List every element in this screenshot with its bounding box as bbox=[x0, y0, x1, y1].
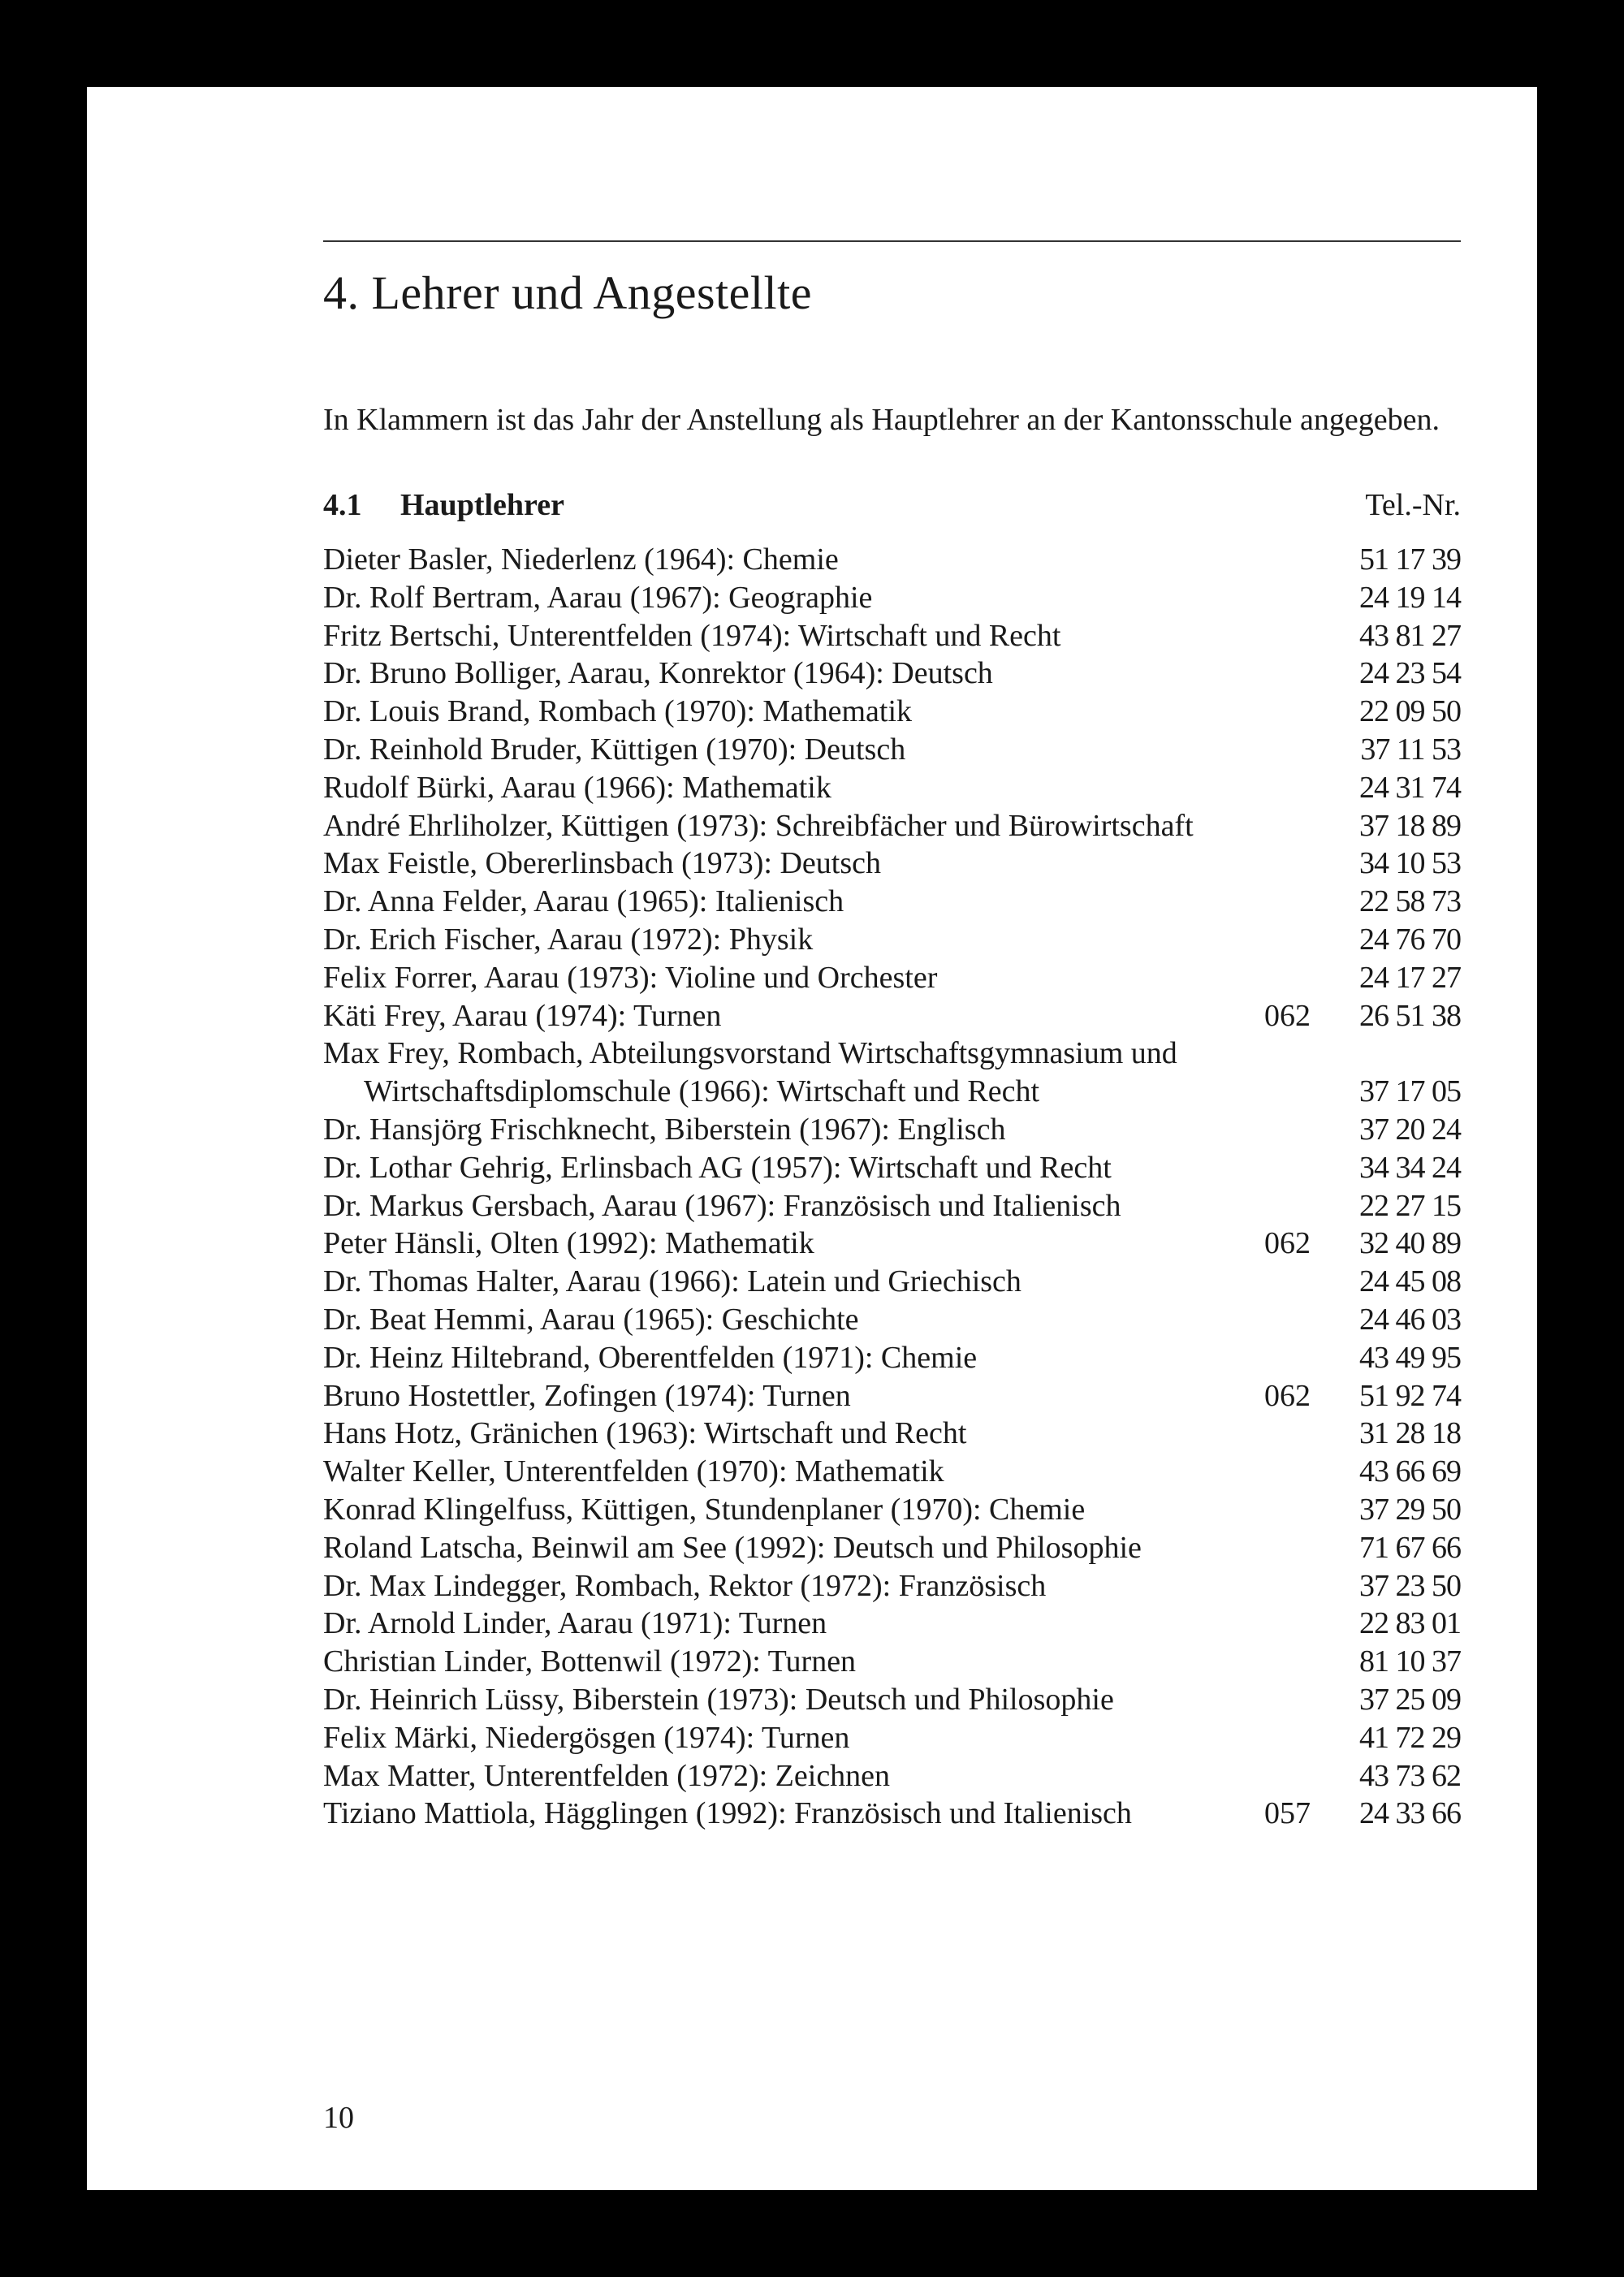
teacher-entry-text: Christian Linder, Bottenwil (1972): Turnen bbox=[323, 1644, 857, 1679]
teacher-entry-text: Fritz Bertschi, Unterentfelden (1974): Wirtschaft und Recht bbox=[323, 618, 1061, 653]
teacher-entry-phone: 24 31 74 bbox=[1359, 770, 1461, 805]
teacher-entry-phone: 24 17 27 bbox=[1359, 960, 1461, 995]
teacher-entry bbox=[323, 1453, 1461, 1491]
teacher-entry-text: Dr. Thomas Halter, Aarau (1966): Latein und Griechisch bbox=[323, 1264, 1021, 1299]
teacher-entry-phone: 22 83 01 bbox=[1359, 1606, 1461, 1641]
teacher-entry-text: Dieter Basler, Niederlenz (1964): Chemie bbox=[323, 542, 839, 577]
teacher-entry-phone: 71 67 66 bbox=[1359, 1530, 1461, 1565]
teacher-entry bbox=[323, 1339, 1461, 1377]
teacher-entry bbox=[323, 1795, 1461, 1833]
teacher-entry bbox=[323, 1567, 1461, 1605]
teacher-entry-phone: 37 29 50 bbox=[1359, 1492, 1461, 1527]
teacher-entry-phone: 37 25 09 bbox=[1359, 1682, 1461, 1717]
teacher-entry-phone: 43 66 69 bbox=[1359, 1454, 1461, 1489]
teacher-entry bbox=[323, 1491, 1461, 1529]
teacher-entry-text: Dr. Markus Gersbach, Aarau (1967): Französisch und Italienisch bbox=[323, 1188, 1121, 1223]
teacher-entry-phone: 37 23 50 bbox=[1359, 1568, 1461, 1603]
page-content bbox=[323, 240, 1543, 1833]
teacher-entry-phone: 43 49 95 bbox=[1359, 1340, 1461, 1375]
teacher-entry bbox=[323, 1377, 1461, 1415]
teacher-entry-area-code: 062 bbox=[1264, 1378, 1311, 1413]
teacher-entry-phone: 22 27 15 bbox=[1359, 1188, 1461, 1223]
teacher-entry bbox=[323, 1415, 1461, 1453]
teacher-entry bbox=[323, 731, 1461, 769]
teacher-entry-text: Dr. Heinz Hiltebrand, Oberentfelden (1971): Chemie bbox=[323, 1340, 978, 1375]
teacher-entry-text: Dr. Bruno Bolliger, Aarau, Konrektor (1964): Deutsch bbox=[323, 656, 993, 691]
teacher-entry-phone: 37 20 24 bbox=[1359, 1112, 1461, 1147]
teacher-entry-text: Tiziano Mattiola, Hägglingen (1992): Französisch und Italienisch bbox=[323, 1796, 1132, 1831]
teacher-entry-text: Dr. Rolf Bertram, Aarau (1967): Geographie bbox=[323, 580, 873, 615]
teacher-entry bbox=[323, 845, 1461, 883]
teacher-entry-text: Käti Frey, Aarau (1974): Turnen bbox=[323, 998, 722, 1033]
teacher-entry bbox=[323, 1263, 1461, 1301]
teacher-entry bbox=[323, 1529, 1461, 1567]
teacher-entry-text: Dr. Hansjörg Frischknecht, Biberstein (1967): Englisch bbox=[323, 1112, 1006, 1147]
teacher-entry-text: Dr. Heinrich Lüssy, Biberstein (1973): Deutsch und Philosophie bbox=[323, 1682, 1114, 1717]
teacher-entry-text: Roland Latscha, Beinwil am See (1992): Deutsch und Philosophie bbox=[323, 1530, 1142, 1565]
tel-column-header: Tel.-Nr. bbox=[1365, 488, 1461, 522]
teacher-entry-phone: 37 17 05 bbox=[1359, 1074, 1461, 1109]
teacher-entry-text: Dr. Max Lindegger, Rombach, Rektor (1972): Französisch bbox=[323, 1568, 1047, 1603]
teacher-entry-text: Felix Märki, Niedergösgen (1974): Turnen bbox=[323, 1720, 850, 1755]
teacher-entry-text: Bruno Hostettler, Zofingen (1974): Turnen bbox=[323, 1378, 851, 1413]
teacher-entry bbox=[323, 1225, 1461, 1263]
teacher-entry-phone: 81 10 37 bbox=[1359, 1644, 1461, 1679]
teacher-entry bbox=[323, 1111, 1461, 1149]
teacher-entry bbox=[323, 579, 1461, 617]
teacher-entry-phone: 34 10 53 bbox=[1359, 846, 1461, 881]
teacher-entry-text: Dr. Beat Hemmi, Aarau (1965): Geschichte bbox=[323, 1302, 859, 1337]
teacher-entry bbox=[323, 617, 1461, 655]
teacher-entry-text: Walter Keller, Unterentfelden (1970): Mathematik bbox=[323, 1454, 944, 1489]
teacher-entry-text: Peter Hänsli, Olten (1992): Mathematik bbox=[323, 1226, 814, 1261]
teacher-entry-phone: 32 40 89 bbox=[1359, 1226, 1461, 1261]
teacher-entry-phone: 37 18 89 bbox=[1359, 808, 1461, 843]
teacher-entry bbox=[323, 1301, 1461, 1339]
chapter-title: 4. Lehrer und Angestellte bbox=[323, 266, 812, 319]
teacher-entry-text: Rudolf Bürki, Aarau (1966): Mathematik bbox=[323, 770, 831, 805]
teacher-entry-phone: 22 09 50 bbox=[1359, 694, 1461, 729]
teacher-entry-phone: 34 34 24 bbox=[1359, 1150, 1461, 1185]
teacher-entry-text: Dr. Anna Felder, Aarau (1965): Italienisch bbox=[323, 884, 844, 919]
teacher-entry-phone: 24 46 03 bbox=[1359, 1302, 1461, 1337]
section-title: Hauptlehrer bbox=[400, 488, 564, 522]
teacher-list bbox=[323, 541, 1461, 1833]
teacher-entry-phone: 24 45 08 bbox=[1359, 1264, 1461, 1299]
teacher-entry-area-code: 062 bbox=[1264, 1226, 1311, 1261]
section-title-group bbox=[323, 486, 564, 525]
teacher-entry bbox=[323, 1187, 1461, 1225]
teacher-entry bbox=[323, 1719, 1461, 1757]
teacher-entry-phone: 41 72 29 bbox=[1359, 1720, 1461, 1755]
teacher-entry bbox=[323, 1643, 1461, 1681]
teacher-entry-text: Dr. Reinhold Bruder, Küttigen (1970): Deutsch bbox=[323, 732, 906, 767]
teacher-entry bbox=[323, 1757, 1461, 1795]
teacher-entry bbox=[323, 541, 1461, 579]
teacher-entry bbox=[323, 1149, 1461, 1187]
teacher-entry-text: Max Frey, Rombach, Abteilungsvorstand Wirtschaftsgymnasium und Wirtschaftsdiplomschule (1966): Wirtschaft und Recht bbox=[323, 1036, 1177, 1109]
teacher-entry bbox=[323, 997, 1461, 1035]
teacher-entry bbox=[323, 769, 1461, 807]
teacher-entry-area-code: 062 bbox=[1264, 998, 1311, 1033]
teacher-entry-phone: 31 28 18 bbox=[1359, 1416, 1461, 1451]
section-number: 4.1 bbox=[323, 488, 362, 522]
teacher-entry bbox=[323, 959, 1461, 997]
teacher-entry bbox=[323, 807, 1461, 845]
page-number: 10 bbox=[323, 2101, 354, 2135]
teacher-entry-phone: 24 23 54 bbox=[1359, 656, 1461, 691]
section-header bbox=[323, 486, 1461, 525]
teacher-entry-phone: 24 76 70 bbox=[1359, 922, 1461, 957]
teacher-entry bbox=[323, 693, 1461, 731]
teacher-entry-text: Hans Hotz, Gränichen (1963): Wirtschaft und Recht bbox=[323, 1416, 967, 1451]
chapter-rule bbox=[323, 240, 1461, 242]
teacher-entry-phone: 51 92 74 bbox=[1359, 1378, 1461, 1413]
teacher-entry-phone: 26 51 38 bbox=[1359, 998, 1461, 1033]
teacher-entry-text: André Ehrliholzer, Küttigen (1973): Schreibfächer und Bürowirtschaft bbox=[323, 808, 1194, 843]
teacher-entry-text: Konrad Klingelfuss, Küttigen, Stundenplaner (1970): Chemie bbox=[323, 1492, 1086, 1527]
teacher-entry-phone: 24 19 14 bbox=[1359, 580, 1461, 615]
teacher-entry bbox=[323, 1681, 1461, 1719]
teacher-entry-phone: 43 81 27 bbox=[1359, 618, 1461, 653]
teacher-entry bbox=[323, 883, 1461, 921]
teacher-entry bbox=[323, 655, 1461, 693]
teacher-entry bbox=[323, 1605, 1461, 1643]
teacher-entry bbox=[323, 921, 1461, 959]
teacher-entry-phone: 51 17 39 bbox=[1359, 542, 1461, 577]
teacher-entry-phone: 37 11 53 bbox=[1360, 732, 1461, 767]
teacher-entry-phone: 24 33 66 bbox=[1359, 1796, 1461, 1831]
teacher-entry-text: Max Matter, Unterentfelden (1972): Zeichnen bbox=[323, 1758, 891, 1793]
teacher-entry bbox=[323, 1035, 1461, 1111]
teacher-entry-text: Dr. Louis Brand, Rombach (1970): Mathematik bbox=[323, 694, 913, 729]
teacher-entry-phone: 43 73 62 bbox=[1359, 1758, 1461, 1793]
teacher-entry-text: Max Feistle, Obererlinsbach (1973): Deutsch bbox=[323, 846, 881, 881]
teacher-entry-text: Dr. Arnold Linder, Aarau (1971): Turnen bbox=[323, 1606, 827, 1641]
teacher-entry-text: Felix Forrer, Aarau (1973): Violine und Orchester bbox=[323, 960, 938, 995]
document-page bbox=[87, 87, 1537, 2190]
teacher-entry-phone: 22 58 73 bbox=[1359, 884, 1461, 919]
teacher-entry-area-code: 057 bbox=[1264, 1796, 1311, 1831]
intro-paragraph: In Klammern ist das Jahr der Anstellung als Hauptlehrer an der Kantonsschule angegeben. bbox=[323, 403, 1440, 437]
teacher-entry-text: Dr. Lothar Gehrig, Erlinsbach AG (1957): Wirtschaft und Recht bbox=[323, 1150, 1112, 1185]
teacher-entry-text: Dr. Erich Fischer, Aarau (1972): Physik bbox=[323, 922, 814, 957]
